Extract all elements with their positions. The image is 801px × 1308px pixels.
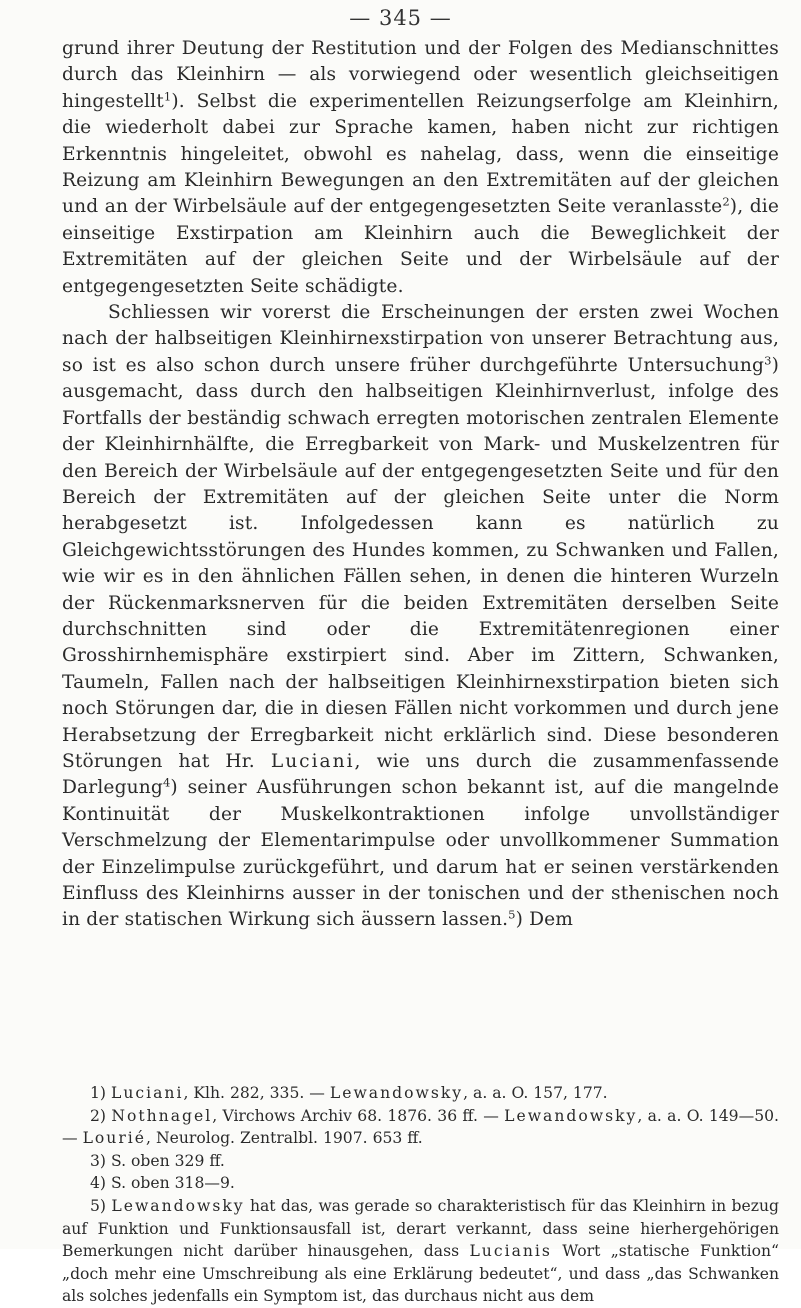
footnote-ref-4[interactable]: 4 xyxy=(162,776,171,791)
paragraph-2-text-4: ) seiner Ausführungen schon bekannt ist, auf die mangelnde Kontinuität der Muskelkontraktionen infolge unvollständiger Verschmelzung der Elementarimpulse oder unvollkommener Summation der Einzelimpulse zurückgeführt, und darum hat er seinen verstärkenden Einfluss des Kleinhirns ausser in der tonischen und der sthenischen noch in der statischen Wirkung sich äussern lassen. xyxy=(62,777,779,931)
footnote-ref-3[interactable]: 3 xyxy=(764,353,772,368)
footnote-3-number: 3) xyxy=(90,1151,107,1170)
footnote-3 xyxy=(62,1150,779,1173)
footnote-4-text: S. oben 318—9. xyxy=(110,1174,235,1193)
footnote-5-number: 5) xyxy=(90,1196,107,1215)
main-text xyxy=(62,36,779,934)
footnote-2 xyxy=(62,1105,779,1150)
footnote-1 xyxy=(62,1082,779,1105)
footnote-1-author-1: Luciani xyxy=(110,1084,184,1102)
footnote-1-text-1: , Klh. 282, 335. — xyxy=(183,1084,330,1102)
footnote-5-text-1: hat das, was gerade so charakteristisch für das Kleinhirn in bezug auf Funktion und Funktionsausfall ist, derart verkannt, dass seine hierhergehörigen Bemerkungen nicht darüber hinausgehen, dass xyxy=(62,1196,780,1261)
paragraph-1-text-2: ). Selbst die experimentellen Reizungserfolge am Kleinhirn, die wiederholt dabei zur Sprache kamen, haben nicht zur richtigen Erkenntnis hingeleitet, obwohl es nahelag, dass, wenn die einseitige Reizung am Kleinhirn Bewegungen an den Extremitäten auf der gleichen und an der Wirbelsäule auf der entgegengesetzten Seite veranlasste xyxy=(62,90,779,218)
paragraph-2-text-5: ) Dem xyxy=(515,909,574,931)
footnote-2-author-3: Lourié xyxy=(82,1129,147,1148)
footnote-2-text-2: , a. a. O. 149—50. — xyxy=(62,1106,779,1148)
paragraph-1-text-1: grund ihrer Deutung der Restitution und der Folgen des Medianschnittes durch das Kleinhirn — als vorwiegend oder wesentlich gleichseitigen hingestellt xyxy=(62,38,779,112)
paragraph-2 xyxy=(62,300,779,934)
paragraph-2-text-1: Schliessen wir vorerst die Erscheinungen der ersten zwei Wochen nach der halbseitigen Kleinhirnexstirpation von unserer Betrachtung aus, so ist es also schon durch unsere früher durchgeführte Untersuchung xyxy=(62,302,779,376)
footnote-1-number: 1) xyxy=(90,1084,107,1102)
footnote-5-author-1: Lewandowsky xyxy=(111,1196,245,1215)
paragraph-2-text-3: , wie uns durch die zusammenfassende Darlegung xyxy=(62,750,779,799)
footnote-2-author-2: Lewandowsky xyxy=(504,1106,638,1125)
footnote-1-author-2: Lewandowsky xyxy=(329,1084,464,1102)
footnote-5 xyxy=(62,1195,779,1308)
paragraph-1 xyxy=(62,36,779,300)
footnote-ref-2[interactable]: 2 xyxy=(722,195,730,210)
footnote-2-text-3: , Neurolog. Zentralbl. 1907. 653 ff. xyxy=(146,1129,423,1148)
footnote-4 xyxy=(62,1172,779,1195)
footnote-2-number: 2) xyxy=(90,1106,107,1125)
author-name-luciani: Luciani xyxy=(270,750,355,772)
paragraph-1-text-3: ), die einseitige Exstirpation am Kleinhirn auch die Beweglichkeit der Extremitäten auf der gleichen Seite und der Wirbelsäule auf der entgegengesetzten Seite schädigte. xyxy=(62,196,780,297)
page-number: — 345 — xyxy=(349,6,452,30)
footnote-5-text-2: Wort „statische Funktion“ „doch mehr eine Umschreibung als eine Erklärung bedeutet“, und dass „das Schwanken als solches jedenfalls ein Symptom ist, das durchaus nicht aus dem xyxy=(62,1242,779,1306)
footnote-2-author-1: Nothnagel xyxy=(111,1106,213,1125)
footnote-4-number: 4) xyxy=(90,1174,107,1193)
footnotes xyxy=(62,1082,779,1308)
footnote-2-text-1: , Virchows Archiv 68. 1876. 36 ff. — xyxy=(212,1106,505,1125)
footnote-3-text: S. oben 329 ff. xyxy=(110,1151,225,1170)
footnote-ref-1[interactable]: 1 xyxy=(163,89,172,104)
footnote-5-author-2: Lucianis xyxy=(469,1242,552,1261)
footnote-ref-5[interactable]: 5 xyxy=(508,908,516,923)
footnote-1-text-2: , a. a. O. 157, 177. xyxy=(463,1084,608,1102)
paragraph-2-text-2: ) ausgemacht, dass durch den halbseitigen Kleinhirnverlust, infolge des Fortfalls der beständig schwach erregten motorischen zentralen Elemente der Kleinhirnhälfte, die Erregbarkeit von Mark- und Muskelzentren für den Bereich der Wirbelsäule auf der entgegengesetzten Seite und für den Bereich der Extremitäten auf der gleichen Seite unter die Norm herabgesetzt ist. Infolgedessen kann es natürlich zu Gleichgewichtsstörungen des Hundes kommen, zu Schwanken und Fallen, wie wir es in den ähnlichen Fällen sehen, in denen die hinteren Wurzeln der Rückenmarksnerven für die beiden Extremitäten derselben Seite durchschnitten sind oder die Extremitätenregionen einer Grosshirnhemisphäre exstirpiert sind. Aber im Zittern, Schwanken, Taumeln, Fallen nach der halbseitigen Kleinhirnexstirpation bieten sich noch Störungen dar, die in diesen Fällen nicht vorkommen und durch jene Herabsetzung der Erregbarkeit nicht erklärlich sind. Diese besonderen Störungen hat Hr. xyxy=(62,354,779,772)
footnote-divider xyxy=(62,1076,262,1077)
